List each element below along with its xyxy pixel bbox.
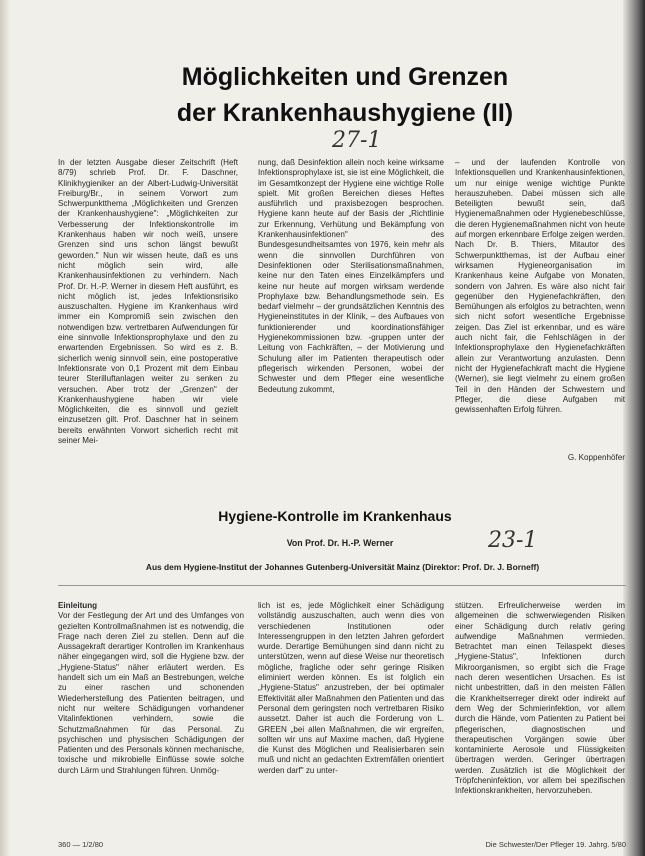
article-title-line-1: Möglichkeiten und Grenzen bbox=[181, 63, 509, 91]
scan-edge-right bbox=[623, 0, 645, 856]
section-divider bbox=[58, 585, 626, 586]
article2-column-1-text: Vor der Festlegung der Art und des Umfanges von gezielten Kontrollmaßnahmen ist es notwendig, die Frage nach deren Ziel zu stellen. Denn auf die Aussagekraft derartiger Kontrollen im Krankenhaus näher eingegangen wird, soll die Hygiene bzw. der „Hygiene-Status" näher erläutert werden. Es handelt sich um ein Maß an Bestrebungen, welche zu einer raschen und schonenden Wiederherstellung des Patienten beitragen, und nicht nur weitere Schädigungen vorhandener Vitalinfektionen verhindern, sowie die Schutzmaßnahmen für das Personal. Zu psychischen und physischen Schädigungen der Patienten und des Personals können mechanische, toxische und mikrobielle Einflüsse sowie solche durch Lärm und Strahlungen führen. Unmög- bbox=[58, 611, 244, 775]
article1-column-2 bbox=[258, 158, 444, 463]
article2-column-1 bbox=[58, 601, 244, 833]
handwritten-note-2: 23-1 bbox=[488, 528, 538, 553]
article2-column-2 bbox=[258, 601, 444, 833]
scan-edge-left bbox=[0, 0, 10, 856]
article2-title: Hygiene-Kontrolle im Krankenhaus bbox=[218, 508, 452, 524]
article1-column-3-text: – und der laufenden Kontrolle von Infektionsquellen und Krankenhausinfektionen, um nur einige wenige wichtige Punkte herauszuheben. Dabei müssen sich alle Beteiligten bewußt sein, daß Hygienemaßnahmen oder Hygienebeschlüsse, die deren Hygienemaßnahmen nicht von heute auf morgen erkennbare Erfolge zeigen werden. Nach Dr. B. Thiers, Mitautor des Schwerpunktthemas, ist der Aufbau einer wirksamen Hygieneorganisation im Krankenhaus keine Aufgabe von Monaten, sondern von Jahren. Es wäre also nicht fair gegenüber den Hygienefachkräften, den Bemühungen als erfolglos zu betrachten, wenn sich nicht sofort wesentliche Ergebnisse zeigen. Das Ziel ist erkennbar, und es wäre auch nicht fair, die Fehlschlägen in der Infektionsprophylaxe den Hygienefachkräften allein zur Verantwortung anzulasten. Denn nicht der Hygienefachkraft macht die Hygiene (Werner), sie liegt vielmehr zu einem großen Teil in den Händen der Schwestern und Pfleger, die diese Aufgaben mit gewissenhaften Erfolg führen. bbox=[455, 158, 625, 415]
article2-column-2-text: lich ist es, jede Möglichkeit einer Schädigung vollständig auszuschalten, auch wenn dies von verschiedenen Institutionen oder Interessengruppen in den letzten Jahren gefordert wurde. Derartige Bemühungen sind dann nicht zu unterstützen, wenn auf diese Weise nur theoretisch mögliche, fragliche oder sehr geringe Risiken eliminiert werden können. Es ist folglich ein „Hygiene-Status" anzustreben, der bei optimaler Effektivität aller Maßnahmen den Patienten und das Personal dem geringsten noch vertretbaren Risiko aussetzt. Daher ist auch die Forderung von L. GREEN „bei allen Maßnahmen, die wir ergreifen, sollten wir uns auf Maxime machen, daß Hygiene die Kunst des Möglichen und Realisierbaren sein muß und nicht an gedachten Extremfällen orientiert werden darf" zu unter- bbox=[258, 601, 444, 775]
article2-section-heading: Einleitung bbox=[58, 601, 98, 610]
article-title-line-2: der Krankenhaushygiene (II) bbox=[176, 99, 514, 127]
article2-column-3-text: stützen. Erfreulicherweise werden im allgemeinen die schwerwiegenden Risiken einer Schädigung durch relativ gering aufwendige Maßnahmen vermieden. Betrachtet man einen Teilaspekt dieses „Hygiene-Status", Infektionen durch Mikroorganismen, so ergibt sich die Frage nach deren wesentlichen Ursachen. Es ist nicht unbestritten, daß in den meisten Fällen die Krankheitserreger direkt oder indirekt auf dem Weg der Schmierinfektion, vor allem durch die Hände, vom Patienten zu Patient bei pflegerischen, diagnostischen und therapeutischen Vorgängen sowie über kontaminierte Aerosole und Flüssigkeiten übertragen werden. Geringer übertragen werden. Zusätzlich ist die Möglichkeit der Tröpfcheninfektion, vor allem bei spezifischen Infektionskrankheiten, hervorzuheben. bbox=[455, 601, 625, 796]
article1-column-1-text: In der letzten Ausgabe dieser Zeitschrift (Heft 8/79) schrieb Prof. Dr. F. Daschner, Klinikhygieniker an der Albert-Ludwig-Universität Freiburg/Br., in seinem Vorwort zum Schwerpunktthema „Möglichkeiten und Grenzen der Krankenhaushygiene": „Möglichkeiten zur Verbesserung der Infektionskontrolle im Krankenhaus haben wir noch weiß, unsere Grenzen sind uns schon längst bewußt geworden." Nun wir wissen heute, daß es uns nicht möglich sein wird, alle Krankenhausinfektionen zu verhindern. Nach Prof. Dr. H.-P. Werner in diesem Heft ausführt, es nicht möglich ist, jedes Infektionsrisiko auszuschalten. Hygiene im Krankenhaus wird immer ein Kompromiß sein zwischen den notwendigen bzw. vertretbaren Aufwendungen für eine sinnvolle Infektionsprophylaxe und den zu erwartenden Ergebnissen. So wird es z. B. sicherlich wenig sinnvoll sein, eine postoperative Infektionsrate von 0,1 Prozent mit dem Einbau teurer Sterilluftanlagen weiter zu senken zu versuchen. Aber trotz der „Grenzen" der Krankenhaushygiene haben wir viele Möglichkeiten, die es sinnvoll und gezielt einzusetzen gilt. Prof. Daschner hat in seinem bereits erwähnten Vorwort sicherlich recht mit seiner Mei- bbox=[58, 158, 238, 446]
article1-column-2-text: nung, daß Desinfektion allein noch keine wirksame Infektionsprophylaxe ist, sie ist eine Möglichkeit, die im Gesamtkonzept der Hygiene eine wichtige Rolle spielt. Mit großen Bereichen dieses Heftes ausführlich und praxisbezogen besprochen. Hygiene kann heute auf der Basis der „Richtlinie zur Erkennung, Verhütung und Bekämpfung von Krankenhausinfektionen" des Bundesgesundheitsamtes von 1976, kein mehr als wenn die sinnvollen Durchführen von Desinfektionen oder Sterilisationsmaßnahmen, keine nur den Taten eines Einzelkämpfers und keine nur heute auf morgen wirksam werdende Prophylaxe bzw. Behandlungsmethode sein. Es bedarf vielmehr – der grundsätzlichen Kenntnis des Hygieneinstitutes in der Klinik, – des Aufbaues von funktionierender und koordinationsfähiger Hygienekommissionen bzw. -gruppen unter der Leitung von Fachkräften, – der Motivierung und Schulung aller im Patienten therapeutisch oder pflegerisch wirkenden Personen, wobei der Schwester und dem Pfleger eine wesentliche Bedeutung zukommt, bbox=[258, 158, 444, 394]
article1-column-1 bbox=[58, 158, 238, 463]
footer-journal-info: Die Schwester/Der Pfleger 19. Jahrg. 5/80 bbox=[485, 840, 626, 849]
article2-column-3 bbox=[455, 601, 625, 833]
handwritten-note: 27-1 bbox=[332, 128, 382, 153]
article2-author: Von Prof. Dr. H.-P. Werner bbox=[286, 538, 394, 548]
article2-institute: Aus dem Hygiene-Institut der Johannes Gutenberg-Universität Mainz (Direktor: Prof. Dr. J. Borneff) bbox=[145, 562, 540, 572]
article1-signature: G. Koppenhöfer bbox=[567, 453, 625, 462]
article1-column-3 bbox=[455, 158, 625, 438]
footer-page-info: 360 — 1/2/80 bbox=[58, 840, 104, 849]
